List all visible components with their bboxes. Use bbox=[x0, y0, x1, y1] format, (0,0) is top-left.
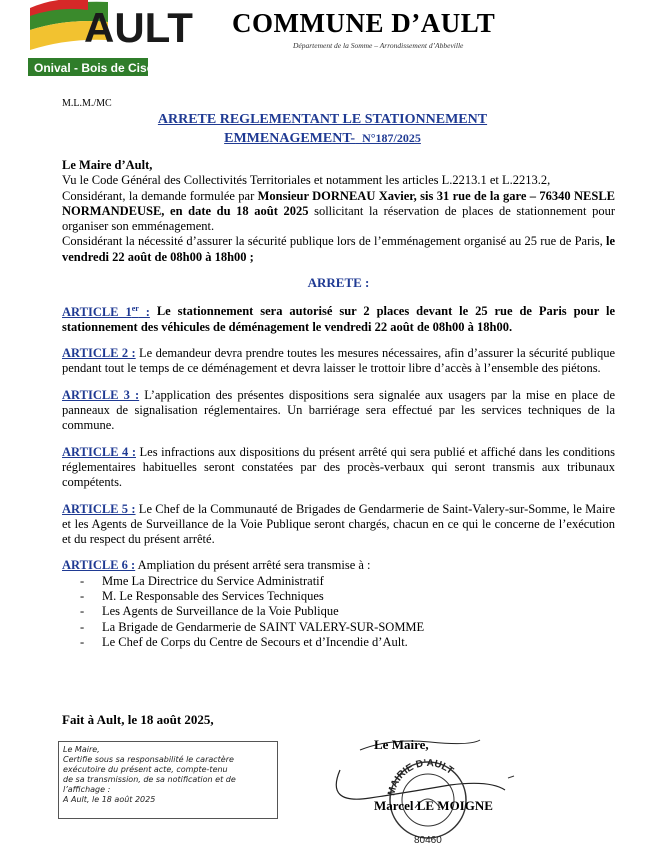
article-4: ARTICLE 4 : Les infractions aux dispositions du présent arrêté qui sera publié et affiché dans les conditions réglementaires habituelles seront constatées par des procès-verbaux qui seront transmis aux tribunaux compétents. bbox=[62, 444, 615, 490]
preamble-considerant-1: Considérant, la demande formulée par Monsieur DORNEAU Xavier, sis 31 rue de la gare – 76340 NESLE NORMANDEUSE, en date du 18 août 2025 sollicitant la réservation de places de stationnement pour organiser son emménagement. bbox=[62, 188, 616, 234]
logo-brand: AULT bbox=[84, 4, 193, 51]
arrete-heading: ARRETE : bbox=[307, 275, 370, 291]
article-5: ARTICLE 5 : Le Chef de la Communauté de Brigades de Gendarmerie de Saint-Valery-sur-Somme, le Maire et les Agents de Surveillance de la Voie Publique seront chargés, chacun en ce qui le concerne de l’exécution et du respect du présent arrêté. bbox=[62, 501, 615, 547]
reference-code: M.L.M./MC bbox=[62, 98, 112, 109]
certification-box: Le Maire, Certifie sous sa responsabilité le caractère exécutoire du présent acte, compte-tenu de sa transmission, de sa notification et de l’affichage : A Ault, le 18 août 2025 bbox=[58, 741, 278, 819]
list-item: - Le Chef de Corps du Centre de Secours et d’Incendie d’Ault. bbox=[80, 635, 615, 650]
commune-subtitle: Département de la Somme – Arrondissement d’Abbeville bbox=[293, 41, 464, 50]
svg-text:MAIRIE D’AULT bbox=[386, 758, 455, 797]
article-6: ARTICLE 6 : Ampliation du présent arrêté sera transmise à : bbox=[62, 558, 371, 573]
logo-tagline: Onival - Bois de Cise bbox=[34, 61, 154, 75]
list-item: - Mme La Directrice du Service Administratif bbox=[80, 574, 615, 589]
preamble-considerant-2: Considérant la nécessité d’assurer la sécurité publique lors de l’emménagement organisé au 25 rue de Paris, le vendredi 22 août de 08h00 à 18h00 ; bbox=[62, 234, 615, 264]
preamble-vu: Vu le Code Général des Collectivités Territoriales et notamment les articles L.2213.1 et L.2213.2, bbox=[62, 173, 551, 188]
preamble-maire: Le Maire d’Ault, bbox=[62, 158, 153, 172]
document-body bbox=[62, 158, 615, 650]
stamp-code: 80460 bbox=[414, 835, 442, 845]
list-item: - Les Agents de Surveillance de la Voie Publique bbox=[80, 604, 615, 619]
commune-title: COMMUNE D’AULT bbox=[232, 8, 496, 38]
fait-a: Fait à Ault, le 18 août 2025, bbox=[62, 712, 214, 727]
article-3: ARTICLE 3 : L’application des présentes dispositions sera signalée aux usagers par la mise en place de panneaux de signalisation réglementaires. Un barriérage sera effectué par les services techniques de la commune. bbox=[62, 387, 615, 433]
title-line-2: EMMENAGEMENT- N°187/2025 bbox=[224, 131, 421, 146]
official-stamp bbox=[330, 730, 530, 845]
commune-logo bbox=[28, 0, 198, 86]
stamp-text: MAIRIE D’AULT bbox=[386, 757, 456, 797]
signatory-name: Marcel LE MOIGNE bbox=[374, 798, 493, 813]
signature-role: Le Maire, bbox=[374, 737, 429, 752]
recipient-list bbox=[62, 574, 615, 650]
decree-number: N°187/2025 bbox=[362, 131, 421, 145]
article-1: ARTICLE 1er : Le stationnement sera autorisé sur 2 places devant le 25 rue de Paris pour le stationnement des véhicules de déménagement le vendredi 22 août de 08h00 à 18h00. bbox=[62, 303, 616, 334]
list-item: - M. Le Responsable des Services Techniques bbox=[80, 589, 615, 604]
document-title bbox=[0, 111, 645, 148]
list-item: - La Brigade de Gendarmerie de SAINT VALERY-SUR-SOMME bbox=[80, 620, 615, 635]
title-line-1: ARRETE REGLEMENTANT LE STATIONNEMENT bbox=[157, 112, 488, 127]
article-2: ARTICLE 2 : Le demandeur devra prendre toutes les mesures nécessaires, afin d’assurer la sécurité publique pendant tout le temps de ce déménagement et devra laisser le trottoir libre d’accès à l’ensemble des piétons. bbox=[62, 346, 615, 376]
